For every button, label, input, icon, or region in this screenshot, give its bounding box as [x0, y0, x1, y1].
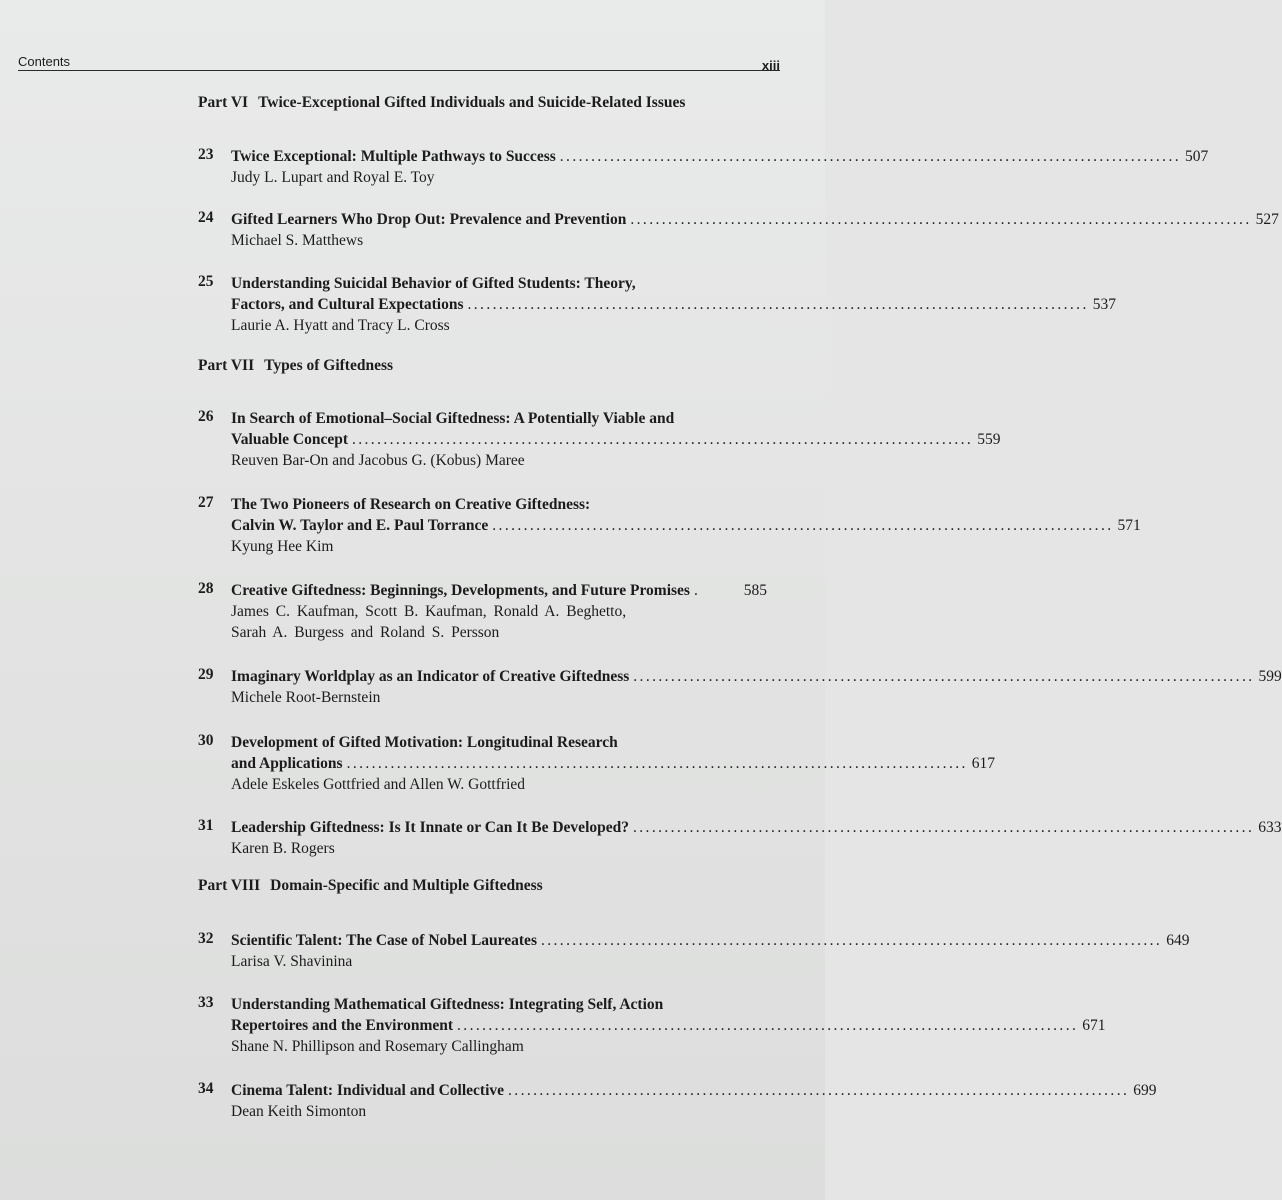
chapter-number: 28 [198, 580, 214, 597]
chapter-number: 29 [198, 666, 214, 683]
part-title: Twice-Exceptional Gifted Individuals and Suicide-Related Issues [258, 94, 686, 111]
chapter-authors: Michele Root-Bernstein [231, 689, 381, 706]
chapter-number: 23 [198, 146, 214, 163]
chapter-title-line [231, 930, 1190, 951]
chapter-title-line [231, 580, 767, 601]
page-number: 527 [1255, 211, 1279, 228]
page-number: 559 [977, 431, 1001, 448]
chapter-authors: Sarah A. Burgess and Roland S. Persson [231, 624, 500, 641]
chapter-number: 32 [198, 930, 214, 947]
chapter-title-line: Understanding Mathematical Giftedness: Integrating Self, Action [231, 996, 664, 1013]
part-heading [198, 877, 543, 895]
dot-leader: ................................................................................................... [540, 932, 1163, 949]
chapter-number: 27 [198, 494, 214, 511]
chapter-title-line [231, 666, 1282, 687]
page-number: 537 [1092, 296, 1116, 313]
chapter-title: and Applications [231, 755, 343, 772]
chapter-title-line [231, 209, 1279, 230]
page-number: 633 [1258, 819, 1282, 836]
chapter-title-line [231, 817, 1282, 838]
chapter-authors: Karen B. Rogers [231, 840, 335, 857]
dot-leader: ................................................................................................... [633, 668, 1255, 685]
chapter-authors: Kyung Hee Kim [231, 538, 334, 555]
chapter-authors: Larisa V. Shavinina [231, 953, 353, 970]
page-number: 617 [971, 755, 996, 772]
dot-leader: ................................................................................................... [492, 517, 1114, 534]
chapter-title-line [231, 1080, 1157, 1101]
chapter-authors: Dean Keith Simonton [231, 1103, 367, 1120]
chapter-authors: Laurie A. Hyatt and Tracy L. Cross [231, 317, 450, 334]
running-head-page-number: xiii [761, 58, 780, 73]
part-heading [198, 357, 393, 375]
chapter-title: Leadership Giftedness: Is It Innate or Can It Be Developed? [231, 819, 629, 836]
chapter-title: Cinema Talent: Individual and Collective [231, 1082, 505, 1099]
page-number: 599 [1258, 668, 1282, 685]
chapter-title: Calvin W. Taylor and E. Paul Torrance [231, 517, 489, 534]
part-label: Part VIII [198, 877, 261, 894]
part-label: Part VI [198, 94, 249, 111]
chapter-title-line [231, 753, 996, 774]
page-number: 507 [1185, 148, 1209, 165]
chapter-number: 31 [198, 817, 214, 834]
chapter-title: Imaginary Worldplay as an Indicator of Creative Giftedness [231, 668, 630, 685]
chapter-title: Repertoires and the Environment [231, 1017, 454, 1034]
dot-leader: ................................................................................................... [351, 431, 974, 448]
chapter-number: 25 [198, 273, 214, 290]
chapter-authors: James C. Kaufman, Scott B. Kaufman, Ronald A. Beghetto, [231, 603, 627, 620]
dot-leader: ................................................................................................... [508, 1082, 1130, 1099]
part-heading [198, 94, 685, 112]
chapter-title-line: In Search of Emotional–Social Giftedness: A Potentially Viable and [231, 410, 675, 427]
dot-leader: ................................................................................................... [457, 1017, 1079, 1034]
page-number: 571 [1117, 517, 1141, 534]
chapter-title-line: The Two Pioneers of Research on Creative Giftedness: [231, 496, 591, 513]
page-number: 699 [1133, 1082, 1157, 1099]
chapter-title-line: Development of Gifted Motivation: Longitudinal Research [231, 734, 618, 751]
chapter-title-line [231, 1015, 1106, 1036]
dot-leader: ................................................................................................... [346, 755, 968, 772]
chapter-title-line [231, 146, 1209, 167]
chapter-title-line: Understanding Suicidal Behavior of Gifted Students: Theory, [231, 275, 636, 292]
part-title: Domain-Specific and Multiple Giftedness [270, 877, 543, 894]
dot-leader: ................................................................................................... [630, 211, 1252, 228]
page-number: 671 [1082, 1017, 1106, 1034]
page-number: 585 [743, 582, 767, 599]
chapter-title: Factors, and Cultural Expectations [231, 296, 464, 313]
part-title: Types of Giftedness [264, 357, 394, 374]
chapter-authors: Judy L. Lupart and Royal E. Toy [231, 169, 435, 186]
dot-leader: . [693, 582, 701, 599]
chapter-authors: Michael S. Matthews [231, 232, 364, 249]
running-head [18, 52, 780, 71]
chapter-number: 34 [198, 1080, 214, 1097]
chapter-authors: Reuven Bar-On and Jacobus G. (Kobus) Maree [231, 452, 525, 469]
chapter-title: Twice Exceptional: Multiple Pathways to Success [231, 148, 556, 165]
chapter-title-line [231, 515, 1141, 536]
chapter-authors: Shane N. Phillipson and Rosemary Callingham [231, 1038, 524, 1055]
dot-leader: ................................................................................................... [559, 148, 1181, 165]
chapter-title: Valuable Concept [231, 431, 348, 448]
chapter-number: 26 [198, 408, 214, 425]
chapter-authors: Adele Eskeles Gottfried and Allen W. Gottfried [231, 776, 526, 793]
dot-leader: ................................................................................................... [633, 819, 1255, 836]
chapter-title-line [231, 429, 1001, 450]
chapter-number: 24 [198, 209, 214, 226]
part-label: Part VII [198, 357, 255, 374]
dot-leader: ................................................................................................... [467, 296, 1089, 313]
running-head-section: Contents [18, 54, 71, 69]
page-number: 649 [1166, 932, 1190, 949]
chapter-number: 30 [198, 732, 214, 749]
chapter-title-line [231, 294, 1116, 315]
chapter-title: Gifted Learners Who Drop Out: Prevalence and Prevention [231, 211, 627, 228]
chapter-title: Creative Giftedness: Beginnings, Developments, and Future Promises [231, 582, 690, 599]
chapter-number: 33 [198, 994, 214, 1011]
chapter-title: Scientific Talent: The Case of Nobel Laureates [231, 932, 537, 949]
